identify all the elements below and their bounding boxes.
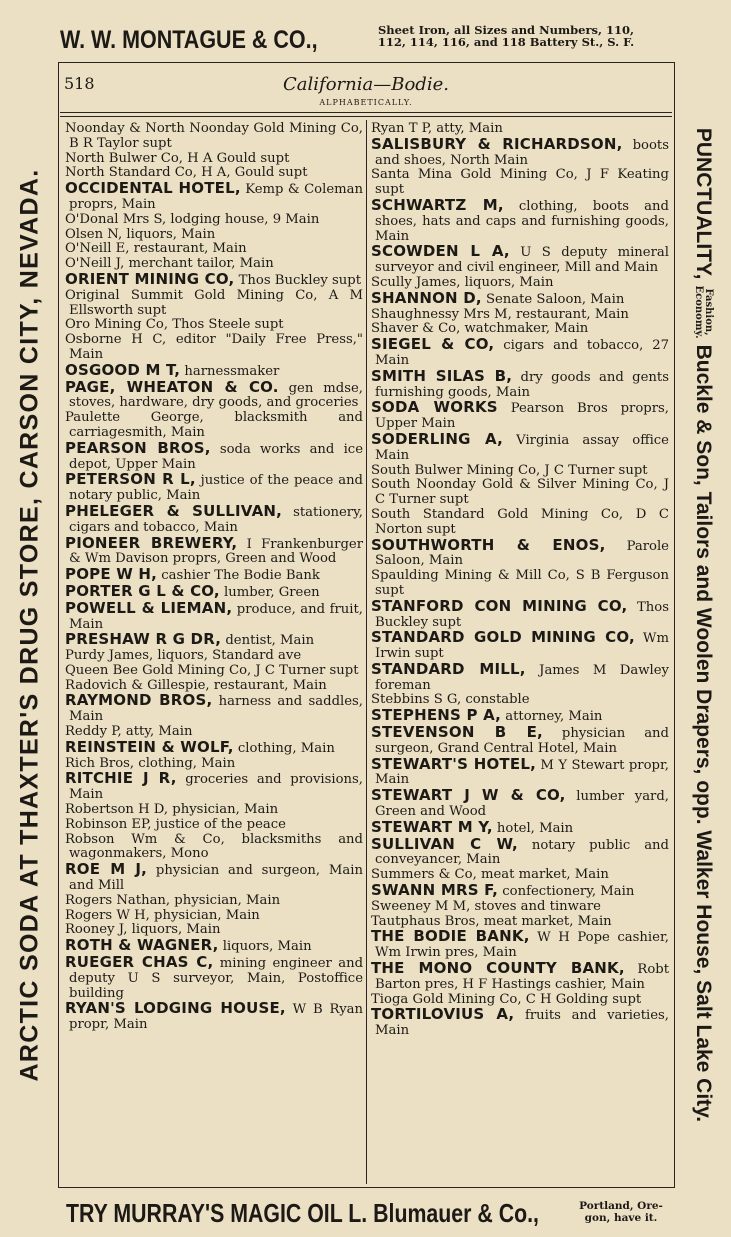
entry-name-bold: PETERSON R L,	[65, 470, 196, 489]
entry-text: Scully James, liquors, Main	[371, 274, 554, 290]
entry-name-bold: SCOWDEN L A,	[371, 242, 510, 261]
entry-text: Queen Bee Gold Mining Co, J C Turner supt	[65, 662, 359, 678]
entry-text: Santa Mina Gold Mining Co, J F Keating supt	[371, 167, 669, 198]
top-ad-address	[326, 24, 686, 48]
entry-text: soda works and ice depot, Upper Main	[69, 441, 363, 472]
entry-text: physician and surgeon, Grand Central Hotel, Main	[375, 726, 669, 756]
directory-entry	[65, 649, 363, 664]
header-rule	[60, 112, 672, 113]
entry-name-bold: SCHWARTZ M,	[371, 195, 504, 214]
entry-text: Noonday & North Noonday Gold Mining Co, B R Taylor supt	[65, 121, 363, 151]
right-ad-part2: Buckle & Son, Tailors and Woolen Drapers, opp. Walker House, Salt Lake City.	[692, 344, 715, 1123]
entry-text: South Standard Gold Mining Co, D C Norton supt	[371, 506, 669, 537]
entry-text: Robinson EP, justice of the peace	[65, 816, 286, 832]
directory-entry	[371, 308, 669, 323]
entry-text: O'Donal Mrs S, lodging house, 9 Main	[65, 211, 320, 227]
entry-text: Pearson Bros proprs, Upper Main	[375, 401, 669, 432]
directory-entry	[65, 955, 363, 1001]
directory-entry	[65, 693, 363, 725]
page-number: 518	[64, 74, 95, 93]
directory-entry	[65, 771, 363, 803]
section-subtitle: ALPHABETICALLY.	[319, 98, 413, 107]
entry-text: Senate Saloon, Main	[481, 291, 625, 307]
directory-entry	[371, 134, 669, 169]
frame-top-rule	[58, 62, 675, 63]
directory-entry	[371, 366, 669, 401]
entry-name-bold: PAGE, WHEATON & CO.	[65, 377, 279, 396]
directory-entry	[65, 411, 363, 441]
entry-name-bold: SODA WORKS	[371, 398, 498, 417]
entry-name-bold: SHANNON D,	[371, 288, 482, 307]
entry-name-bold: STANDARD GOLD MINING CO,	[371, 628, 635, 647]
entry-text: Robertson H D, physician, Main	[65, 802, 279, 818]
entry-name-bold: PHELEGER & SULLIVAN,	[65, 501, 283, 520]
directory-entry	[371, 508, 669, 538]
entry-text: South Noonday Gold & Silver Mining Co, J C Turner supt	[371, 477, 669, 508]
directory-entry	[65, 894, 363, 909]
entry-name-bold: STANFORD CON MINING CO,	[371, 596, 628, 615]
entry-text: Osborne H C, editor "Daily Free Press," Main	[65, 332, 363, 362]
entry-name-bold: POWELL & LIEMAN,	[65, 598, 233, 617]
right-ad-text	[691, 128, 715, 1122]
directory-entry	[65, 377, 363, 412]
entry-text: clothing, boots and shoes, hats and caps and furnishing goods, Main	[375, 198, 669, 244]
entry-name-bold: SODERLING A,	[371, 429, 503, 448]
entry-text: Tioga Gold Mining Co, C H Golding supt	[371, 991, 642, 1007]
top-ad-address-line1: Sheet Iron, all Sizes and Numbers, 110,	[377, 23, 635, 37]
directory-entry	[371, 400, 669, 432]
directory-entry	[65, 228, 363, 243]
entry-text: lumber yard, Green and Wood	[375, 789, 669, 820]
bottom-ad-text: TRY MURRAY'S MAGIC OIL L. Blumauer & Co.,	[66, 1198, 539, 1228]
entry-text: Oro Mining Co, Thos Steele supt	[65, 317, 284, 333]
bottom-ad-small-line1: Portland, Ore-	[579, 1200, 663, 1212]
entry-name-bold: STANDARD MILL,	[371, 659, 526, 678]
entry-name-bold: STEWART'S HOTEL,	[371, 754, 536, 773]
directory-entry	[65, 318, 363, 333]
directory-entry	[371, 337, 669, 369]
entry-text: cashier The Bodie Bank	[157, 568, 320, 584]
column-divider	[366, 120, 367, 1184]
directory-entry	[371, 929, 669, 961]
entry-text: O'Neill E, restaurant, Main	[65, 241, 247, 257]
entry-name-bold: OSGOOD M T,	[65, 360, 181, 379]
entry-text: liquors, Main	[218, 939, 312, 955]
entry-text: Reddy P, atty, Main	[65, 724, 193, 740]
entry-text: notary public and conveyancer, Main	[375, 837, 669, 868]
directory-entry	[371, 630, 669, 662]
entry-name-bold: PIONEER BREWERY,	[65, 533, 238, 552]
directory-entry	[371, 961, 669, 993]
header-rule-2	[60, 116, 672, 117]
entry-text: James M Dawley foreman	[375, 662, 669, 693]
top-ad-address-line2: 112, 114, 116, and 118 Battery St., S. F.	[377, 35, 635, 49]
entry-text: Robson Wm & Co, blacksmiths and wagonmakers, Mono	[65, 831, 363, 862]
entry-name-bold: ROTH & WAGNER,	[65, 936, 219, 955]
left-ad-strip	[0, 60, 60, 1190]
entry-text: groceries and provisions, Main	[69, 772, 363, 803]
frame-left-rule	[58, 62, 59, 1188]
entry-text: Paulette George, blacksmith and carriagesmith, Main	[65, 410, 363, 440]
entry-name-bold: RYAN'S LODGING HOUSE,	[65, 999, 286, 1018]
left-ad-text: ARCTIC SODA AT THAXTER'S DRUG STORE, CARSON CITY, NEVADA.	[15, 168, 44, 1082]
directory-entry	[65, 909, 363, 924]
entry-text: M Y Stewart propr, Main	[375, 757, 670, 788]
entry-text: Stebbins S G, constable	[371, 692, 530, 708]
directory-entry	[65, 181, 363, 213]
entry-text: I Frankenburger & Wm Davison proprs, Green and Wood	[69, 536, 363, 567]
directory-entry	[65, 818, 363, 833]
entry-name-bold: SALISBURY & RICHARDSON,	[371, 134, 623, 153]
entry-text: South Bulwer Mining Co, J C Turner supt	[371, 462, 648, 478]
directory-entry	[65, 533, 363, 568]
directory-entry	[65, 269, 363, 289]
directory-entry	[371, 883, 669, 900]
directory-entry	[65, 737, 363, 757]
entry-text: harness and saddles, Main	[69, 694, 363, 725]
top-ad-firm: W. W. MONTAGUE & CO.,	[60, 26, 318, 54]
entry-text: confectionery, Main	[498, 884, 635, 900]
entry-text: Rogers Nathan, physician, Main	[65, 892, 281, 908]
entry-text: Original Summit Gold Mining Co, A M Ellsworth supt	[65, 287, 363, 318]
bottom-ad-small	[566, 1200, 676, 1224]
entry-text: attorney, Main	[501, 709, 603, 725]
entry-name-bold: OCCIDENTAL HOTEL,	[65, 179, 241, 198]
entry-name-bold: ROE M J,	[65, 860, 148, 879]
directory-entry	[65, 122, 363, 152]
entry-text: Virginia assay office Main	[375, 432, 669, 463]
right-ad-tiny	[693, 286, 713, 339]
entry-text: gen mdse, stoves, hardware, dry goods, and groceries	[69, 380, 363, 411]
entry-text: W B Ryan propr, Main	[69, 1002, 364, 1033]
entry-text: North Standard Co, H A, Gould supt	[65, 165, 308, 181]
directory-entry	[65, 333, 363, 363]
entry-text: justice of the peace and notary public, Main	[69, 473, 364, 504]
directory-entry	[371, 569, 669, 599]
entry-text: Thos Buckley supt	[234, 272, 362, 288]
entry-name-bold: RUEGER CHAS C,	[65, 953, 214, 972]
frame-bottom-rule	[58, 1187, 675, 1188]
directory-entry	[65, 833, 363, 863]
entry-text: U S deputy mineral surveyor and civil engineer, Mill and Main	[375, 245, 669, 276]
entry-text: clothing, Main	[233, 740, 335, 756]
entry-name-bold: PEARSON BROS,	[65, 438, 211, 457]
entry-name-bold: REINSTEIN & WOLF,	[65, 737, 234, 756]
directory-entry	[371, 535, 669, 570]
entry-text: Parole Saloon, Main	[375, 538, 669, 569]
directory-entry	[65, 598, 364, 633]
entry-text: boots and shoes, North Main	[375, 137, 669, 168]
directory-entry	[65, 632, 363, 649]
directory-entry	[371, 725, 669, 757]
entry-text: Ryan T P, atty, Main	[371, 121, 503, 136]
directory-entry	[65, 213, 363, 228]
entry-name-bold: SWANN MRS F,	[371, 881, 499, 900]
entry-text: lumber, Green	[219, 584, 320, 600]
directory-entry	[65, 501, 363, 536]
directory-entry	[65, 862, 363, 894]
directory-entry	[371, 288, 669, 308]
entry-text: Rooney J, liquors, Main	[65, 922, 221, 938]
entry-text: North Bulwer Co, H A Gould supt	[65, 150, 290, 166]
directory-entry	[371, 788, 669, 820]
directory-entry	[371, 754, 670, 789]
entry-name-bold: RITCHIE J R,	[65, 769, 177, 788]
entry-text: Tautphaus Bros, meat market, Main	[371, 913, 612, 929]
frame-right-rule	[674, 62, 675, 1188]
directory-entry	[371, 244, 669, 276]
entry-name-bold: PRESHAW R G DR,	[65, 630, 222, 649]
directory-entry	[371, 1007, 669, 1039]
entry-name-bold: STEWART M Y,	[371, 817, 493, 836]
directory-entry	[65, 438, 363, 473]
entry-text: Shaver & Co, watchmaker, Main	[371, 321, 589, 337]
entry-text: Rogers W H, physician, Main	[65, 907, 260, 923]
directory-entry	[371, 596, 669, 631]
right-ad-tiny2: Economy.	[692, 285, 704, 339]
entry-text: Spaulding Mining & Mill Co, S B Ferguson supt	[371, 568, 669, 598]
left-column	[65, 122, 363, 1033]
directory-entry	[65, 472, 363, 504]
entry-name-bold: THE MONO COUNTY BANK,	[371, 959, 625, 978]
entry-name-bold: TORTILOVIUS A,	[371, 1005, 515, 1024]
directory-entry	[371, 659, 669, 694]
entry-name-bold: SULLIVAN C W,	[371, 834, 518, 853]
entry-text: fruits and varieties, Main	[375, 1008, 669, 1039]
entry-text: Purdy James, liquors, Standard ave	[65, 648, 302, 664]
entry-text: Olsen N, liquors, Main	[65, 226, 216, 242]
entry-text: stationery, cigars and tobacco, Main	[69, 504, 363, 535]
directory-entry	[65, 289, 363, 319]
entry-name-bold: SMITH SILAS B,	[371, 366, 513, 385]
directory-entry	[371, 168, 669, 198]
right-column	[371, 122, 669, 1039]
bottom-advertisement	[0, 1190, 731, 1237]
entry-text: W H Pope cashier, Wm Irwin pres, Main	[375, 930, 669, 961]
entry-name-bold: RAYMOND BROS,	[65, 691, 213, 710]
entry-name-bold: SOUTHWORTH & ENOS,	[371, 535, 606, 554]
right-ad-part1: PUNCTUALITY,	[692, 127, 715, 280]
entry-text: Robt Barton pres, H F Hastings cashier, Main	[375, 962, 670, 992]
entry-text: Rich Bros, clothing, Main	[65, 755, 236, 771]
entry-text: Radovich & Gillespie, restaurant, Main	[65, 677, 327, 693]
entry-name-bold: ORIENT MINING CO,	[65, 269, 235, 288]
entry-text: Sweeney M M, stoves and tinware	[371, 898, 601, 914]
entry-text: hotel, Main	[492, 820, 574, 836]
entry-name-bold: STEPHENS P A,	[371, 706, 502, 725]
bottom-ad-small-line2: gon, have it.	[584, 1212, 658, 1224]
directory-entry	[371, 429, 669, 464]
entry-name-bold: SIEGEL & CO,	[371, 335, 495, 354]
right-ad-strip	[676, 60, 731, 1190]
entry-text: harnessmaker	[180, 363, 280, 379]
entry-name-bold: THE BODIE BANK,	[371, 927, 530, 946]
directory-entry	[65, 664, 363, 679]
entry-name-bold: STEVENSON B E,	[371, 723, 543, 742]
directory-entry	[371, 900, 669, 915]
directory-entry	[371, 478, 669, 508]
entry-text: O'Neill J, merchant tailor, Main	[65, 256, 274, 272]
directory-entry	[371, 834, 669, 869]
top-advertisement	[0, 0, 731, 64]
directory-entry	[65, 152, 363, 167]
running-title: California—Bodie.	[283, 74, 449, 95]
right-ad-tiny1: Fashion,	[702, 288, 714, 336]
entry-text: dentist, Main	[221, 633, 315, 649]
entry-name-bold: PORTER G L & CO,	[65, 581, 220, 600]
directory-entry	[371, 195, 669, 244]
entry-text: Kemp & Coleman proprs, Main	[69, 182, 364, 212]
entry-text: Summers & Co, meat market, Main	[371, 867, 609, 883]
entry-text: Wm Irwin supt	[375, 631, 669, 662]
entry-text: Shaughnessy Mrs M, restaurant, Main	[371, 306, 629, 322]
entry-text: produce, and fruit, Main	[69, 601, 364, 632]
directory-entry	[65, 1001, 363, 1033]
directory-entry	[371, 464, 669, 479]
entry-text: mining engineer and deputy U S surveyor, Main, Postoffice building	[69, 956, 364, 1001]
entry-text: Thos Buckley supt	[375, 599, 669, 630]
directory-entry	[65, 242, 363, 257]
directory-entry	[65, 803, 363, 818]
entry-text: physician and surgeon, Main and Mill	[69, 863, 363, 894]
entry-name-bold: STEWART J W & CO,	[371, 786, 566, 805]
entry-text: dry goods and gents furnishing goods, Main	[375, 369, 669, 400]
entry-name-bold: POPE W H,	[65, 565, 158, 584]
entry-text: cigars and tobacco, 27 Main	[375, 338, 669, 368]
